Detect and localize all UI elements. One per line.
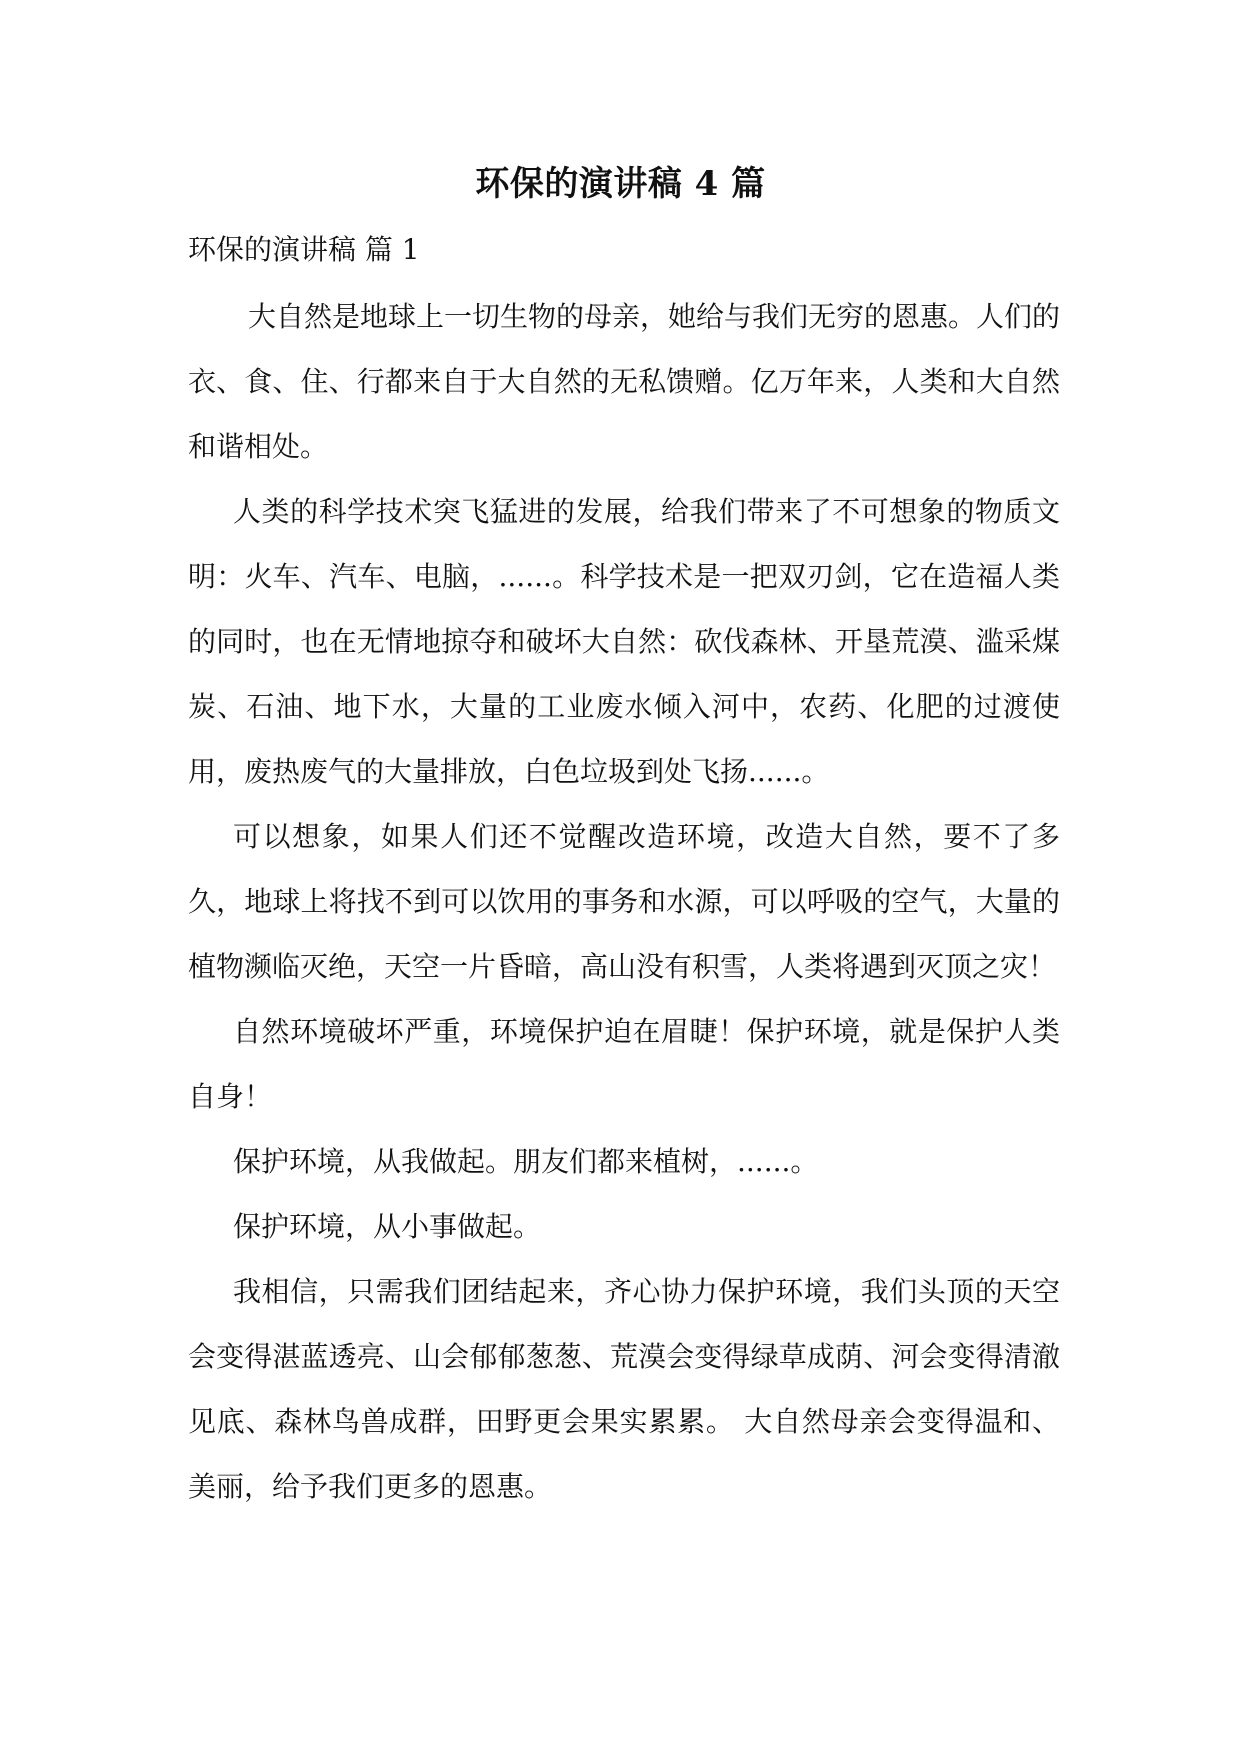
paragraph-5: 保护环境，从我做起。朋友们都来植树，......。 (233, 1145, 819, 1178)
section-heading: 环保的演讲稿 篇 1 (188, 233, 420, 266)
paragraph-1: 大自然是地球上一切生物的母亲，她给与我们无穷的恩惠。人们的衣、食、住、行都来自于大自然的无私馈赠。亿万年来，人类和大自然和谐相处。 (188, 300, 1061, 463)
paragraph-2: 人类的科学技术突飞猛进的发展，给我们带来了不可想象的物质文明：火车、汽车、电脑，......。科学技术是一把双刃剑，它在造福人类的同时，也在无情地掠夺和破坏大自然：砍伐森林、开垦荒漠、滥采煤炭、石油、地下水，大量的工业废水倾入河中，农药、化肥的过渡使用，废热废气的大量排放，白色垃圾到处飞扬......。 (188, 495, 1060, 788)
paragraph-6: 保护环境，从小事做起。 (233, 1210, 542, 1243)
paragraph-4: 自然环境破坏严重，环境保护迫在眉睫！保护环境，就是保护人类自身！ (188, 1015, 1060, 1113)
paragraph-3: 可以想象，如果人们还不觉醒改造环境，改造大自然，要不了多久，地球上将找不到可以饮用的事务和水源，可以呼吸的空气，大量的植物濒临灭绝，天空一片昏暗，高山没有积雪，人类将遇到灭顶之灾！ (188, 820, 1060, 983)
document-body (188, 284, 1060, 1519)
paragraph-7: 我相信，只需我们团结起来，齐心协力保护环境，我们头顶的天空会变得湛蓝透亮、山会郁郁葱葱、荒漠会变得绿草成荫、河会变得清澈见底、森林鸟兽成群，田野更会果实累累。 大自然母亲会变得温和、美丽，给予我们更多的恩惠。 (188, 1275, 1060, 1503)
document-title: 环保的演讲稿 4 篇 (475, 164, 766, 204)
